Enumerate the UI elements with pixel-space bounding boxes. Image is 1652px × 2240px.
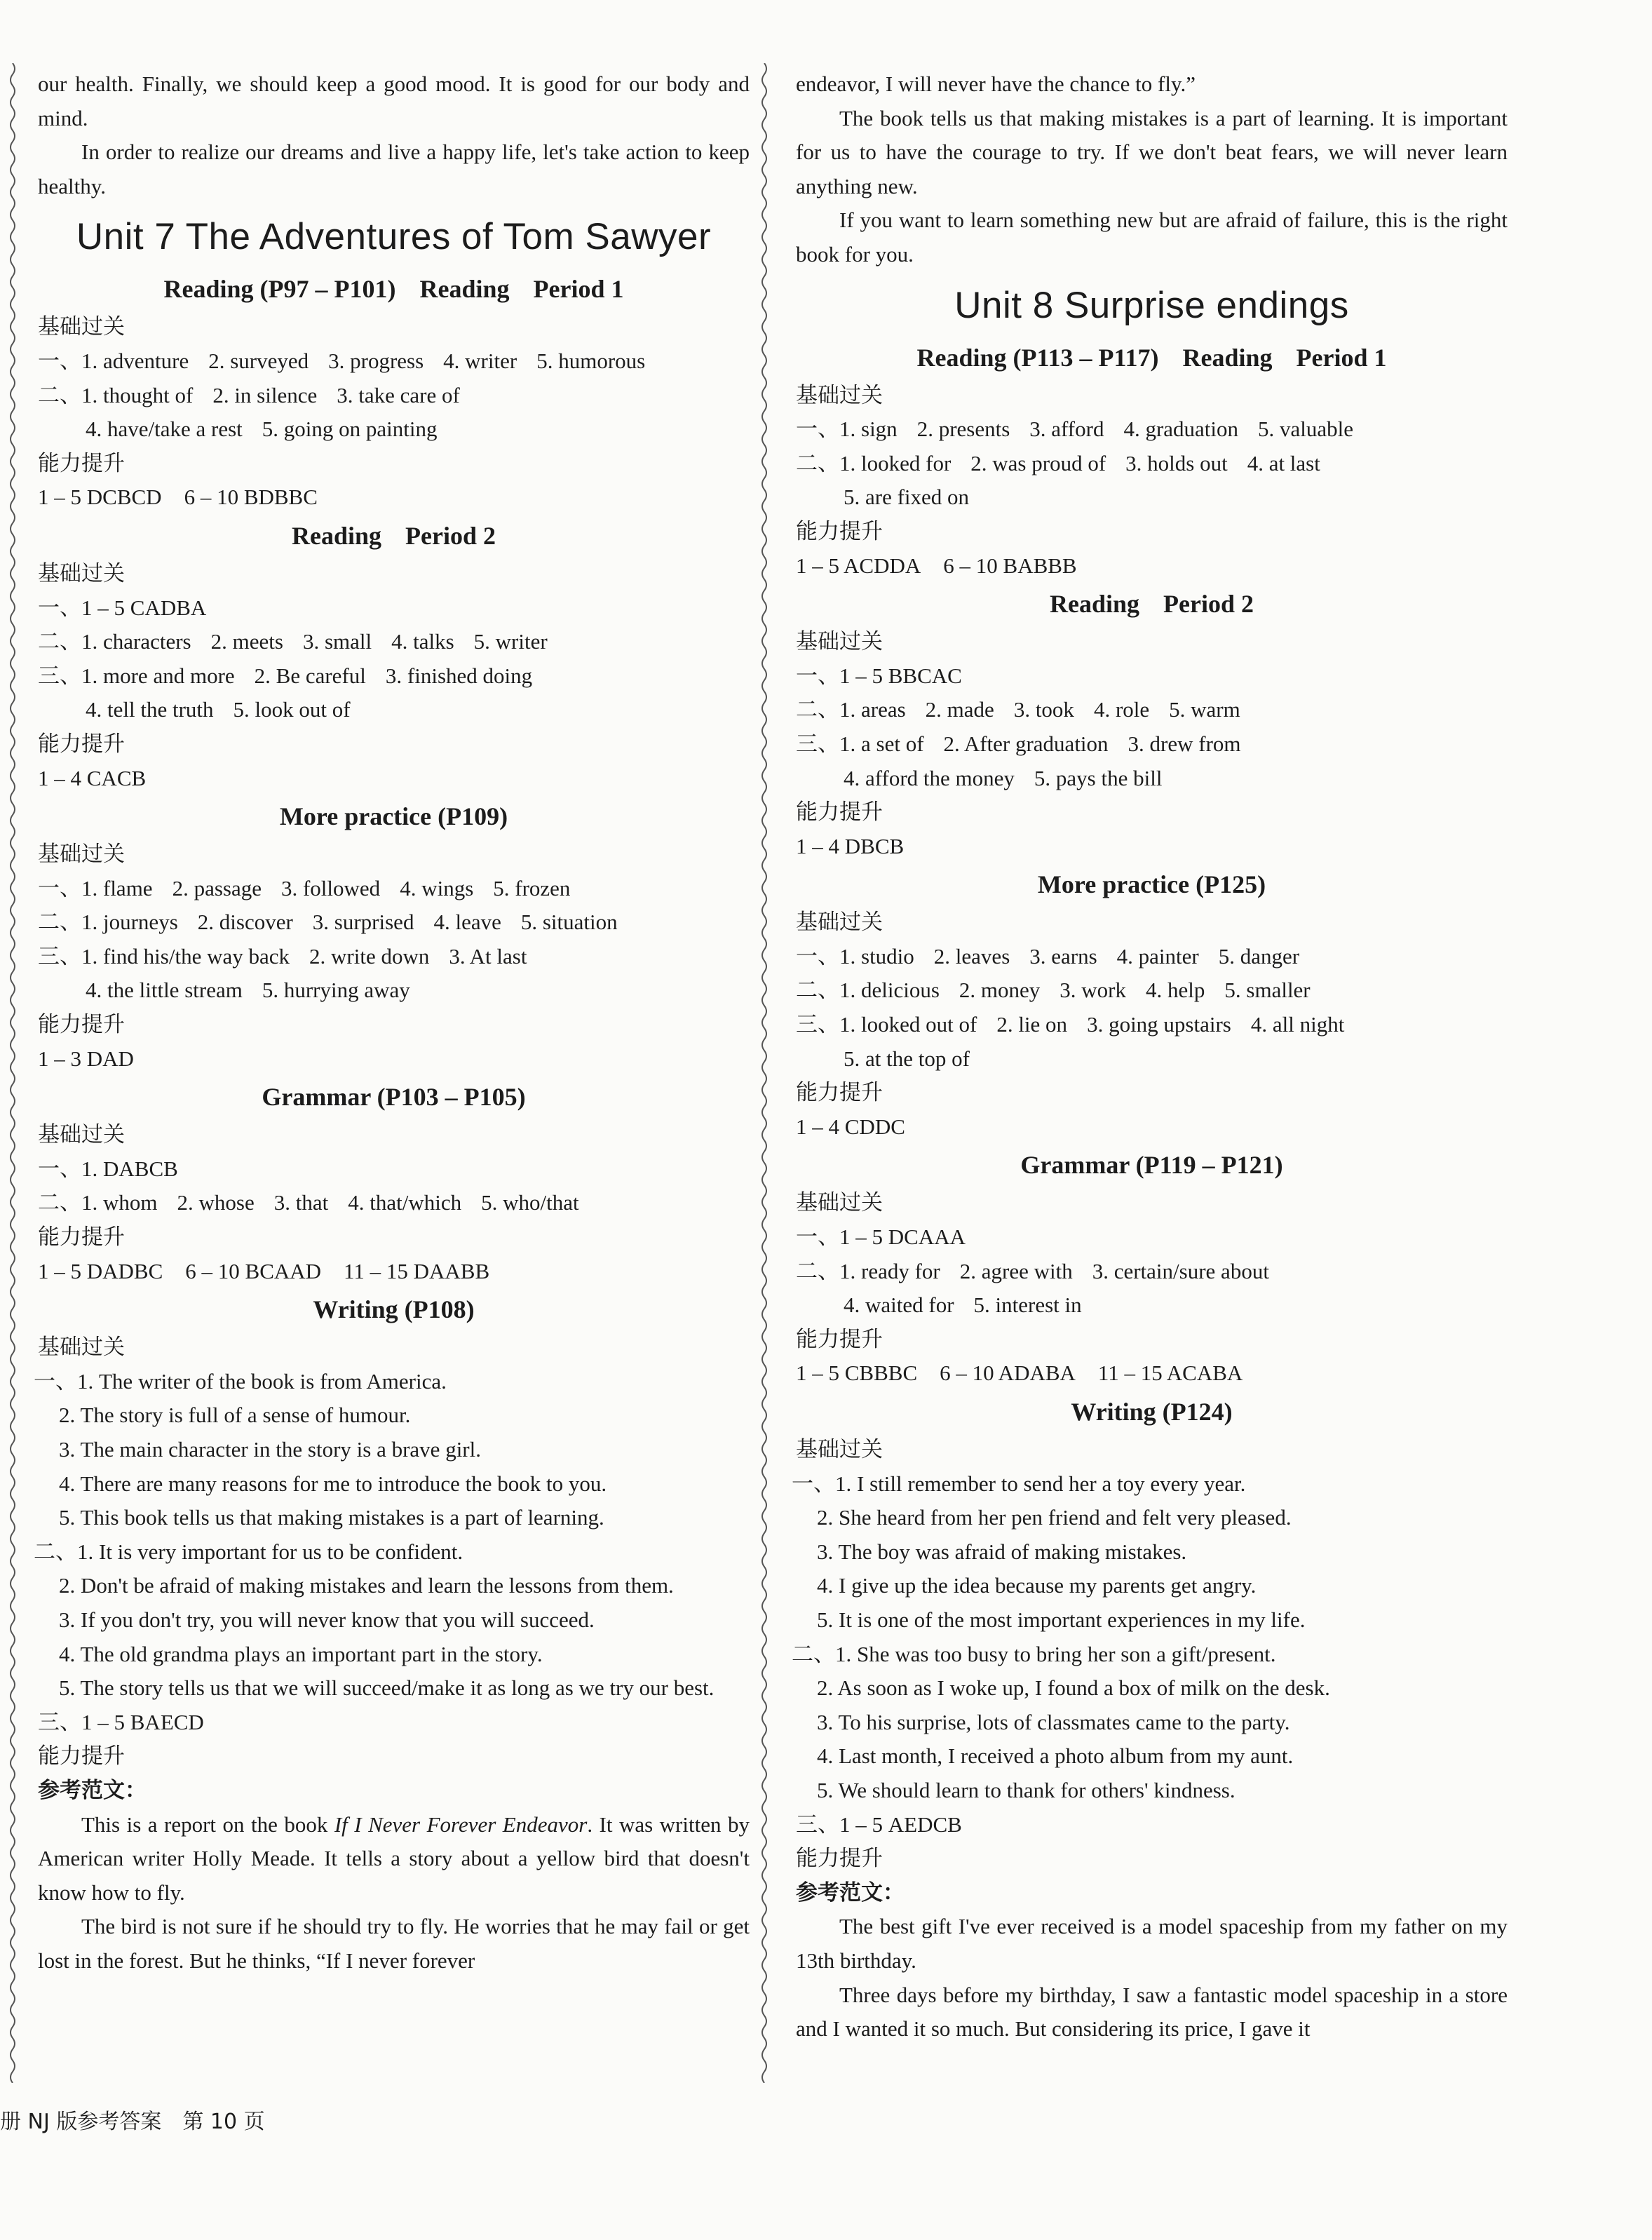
section-heading-reading-p1: Reading (P97 – P101) Reading Period 1: [163, 275, 624, 304]
improve-label: 能力提升: [796, 518, 883, 544]
sentence-item: 2. Don't be afraid of making mistakes and learn the lessons from them.: [59, 1573, 674, 1598]
sentence-item: 2. She heard from her pen friend and felt very pleased.: [817, 1505, 1292, 1530]
answer-row: 1 – 4 DBCB: [796, 833, 905, 858]
section-heading-grammar: Grammar (P119 – P121): [1020, 1151, 1283, 1180]
essay-paragraph-3: The book tells us that making mistakes is a part of learning. It is important for us to have the courage to try. If we don't beat fears, we will never learn anything new.: [796, 105, 1508, 198]
answer-row: 二、1. thought of 2. in silence 3. take care of: [38, 382, 460, 407]
answer-row: 1 – 5 DCBCD 6 – 10 BDBBC: [38, 485, 318, 510]
basic-label: 基础过关: [38, 1122, 125, 1148]
book-title: If I Never Forever Endeavor: [334, 1811, 588, 1837]
unit-8-title: Unit 8 Surprise endings: [954, 284, 1349, 326]
section-heading-more-practice: More practice (P125): [1037, 870, 1266, 899]
page-footer: 册 NJ 版参考答案 第 10 页: [0, 2110, 265, 2134]
improve-label: 能力提升: [38, 1224, 125, 1250]
answer-row: 1 – 4 CACB: [38, 765, 147, 790]
answer-row: 三、1. looked out of 2. lie on 3. going upstairs 4. all night: [796, 1012, 1345, 1037]
improve-label: 能力提升: [796, 1326, 883, 1352]
improve-label: 能力提升: [38, 1743, 125, 1769]
sentence-item: 4. I give up the idea because my parents get angry.: [817, 1573, 1257, 1598]
intro-paragraph-1: our health. Finally, we should keep a good mood. It is good for our body and mind.: [38, 72, 750, 130]
answer-row: 4. afford the money 5. pays the bill: [844, 765, 1163, 790]
answer-row: 二、1. characters 2. meets 3. small 4. talks 5. writer: [38, 629, 548, 654]
answer-row: 三、1. more and more 2. Be careful 3. finished doing: [38, 663, 533, 688]
answer-row: 1 – 5 CBBBC 6 – 10 ADABA 11 – 15 ACABA: [796, 1361, 1243, 1386]
answer-row: 一、1. adventure 2. surveyed 3. progress 4. writer 5. humorous: [38, 348, 646, 373]
answer-row: 二、1. areas 2. made 3. took 4. role 5. warm: [796, 697, 1240, 722]
center-wavy-divider: [759, 63, 770, 2083]
answer-row: 5. are fixed on: [844, 485, 970, 510]
basic-label: 基础过关: [796, 910, 883, 936]
sentence-item: 一、1. The writer of the book is from America.: [34, 1368, 447, 1394]
improve-label: 能力提升: [38, 731, 125, 757]
section-heading-reading-p2: Reading Period 2: [1049, 590, 1254, 619]
section-heading-reading-p1: Reading (P113 – P117) Reading Period 1: [916, 343, 1387, 372]
improve-label: 能力提升: [796, 799, 883, 825]
essay-continued-paragraph: endeavor, I will never have the chance to fly.”: [796, 72, 1196, 96]
left-wavy-border: [7, 63, 18, 2083]
section-heading-writing: Writing (P124): [1071, 1398, 1233, 1426]
basic-label: 基础过关: [38, 1335, 125, 1361]
answer-row: 二、1. whom 2. whose 3. that 4. that/which 5. who/that: [38, 1190, 579, 1215]
improve-label: 能力提升: [796, 1846, 883, 1872]
right-column: [792, 67, 1508, 2046]
essay-paragraph-2: Three days before my birthday, I saw a fantastic model spaceship in a store and I wanted it so much. But considering its price, I gave it: [796, 1982, 1508, 2042]
answer-row: 三、1 – 5 AEDCB: [796, 1811, 962, 1837]
answer-row: 一、1 – 5 DCAAA: [796, 1224, 966, 1250]
answer-row: 三、1 – 5 BAECD: [38, 1709, 204, 1734]
basic-label: 基础过关: [796, 382, 883, 408]
sentence-item: 3. The main character in the story is a brave girl.: [59, 1437, 481, 1462]
sample-essay-label: 参考范文：: [796, 1880, 905, 1905]
sentence-item: 5. It is one of the most important experiences in my life.: [817, 1607, 1306, 1632]
sentence-item: 4. Last month, I received a photo album from my aunt.: [817, 1743, 1294, 1769]
answer-row: 一、1. studio 2. leaves 3. earns 4. painter 5. danger: [796, 943, 1300, 969]
answer-row: 一、1. DABCB: [38, 1156, 178, 1181]
section-heading-writing: Writing (P108): [313, 1295, 475, 1324]
basic-label: 基础过关: [796, 1437, 883, 1462]
sentence-item: 5. We should learn to thank for others' kindness.: [817, 1777, 1235, 1802]
sample-essay-label: 参考范文：: [38, 1777, 147, 1803]
answer-row: 三、1. find his/the way back 2. write down 3. At last: [38, 943, 527, 969]
sentence-item: 一、1. I still remember to send her a toy every year.: [792, 1471, 1246, 1496]
answer-row: 1 – 3 DAD: [38, 1046, 134, 1071]
sentence-item: 二、1. It is very important for us to be confident.: [34, 1539, 463, 1564]
section-heading-grammar: Grammar (P103 – P105): [262, 1083, 526, 1112]
basic-label: 基础过关: [796, 629, 883, 655]
basic-label: 基础过关: [38, 314, 125, 340]
answer-row: 三、1. a set of 2. After graduation 3. drew from: [796, 731, 1241, 756]
answer-row: 一、1. sign 2. presents 3. afford 4. graduation 5. valuable: [796, 417, 1354, 442]
basic-label: 基础过关: [38, 842, 125, 868]
answer-row: 4. waited for 5. interest in: [844, 1293, 1082, 1318]
improve-label: 能力提升: [38, 450, 125, 476]
answer-row: 二、1. journeys 2. discover 3. surprised 4. leave 5. situation: [38, 910, 618, 935]
section-heading-more-practice: More practice (P109): [279, 802, 508, 831]
sentence-item: 3. To his surprise, lots of classmates came to the party.: [817, 1709, 1290, 1734]
section-heading-reading-p2: Reading Period 2: [291, 521, 496, 550]
answer-row: 4. have/take a rest 5. going on painting: [86, 417, 438, 442]
sentence-item: 4. The old grandma plays an important part in the story.: [59, 1641, 543, 1666]
sentence-item: 二、1. She was too busy to bring her son a gift/present.: [792, 1641, 1276, 1666]
essay-paragraph-2: The bird is not sure if he should try to fly. He worries that he may fail or get lost in the forest. But he thinks, “If I never forever: [38, 1914, 750, 1973]
answer-row: 二、1. looked for 2. was proud of 3. holds out 4. at last: [796, 450, 1320, 475]
basic-label: 基础过关: [796, 1190, 883, 1216]
answer-row: 一、1 – 5 BBCAC: [796, 663, 962, 688]
sentence-item: 2. As soon as I woke up, I found a box of milk on the desk.: [817, 1675, 1330, 1701]
answer-row: 一、1 – 5 CADBA: [38, 595, 207, 620]
essay-paragraph-1: This is a report on the book If I Never Forever Endeavor. It was written by American writer Holly Meade. It tells a story about a yellow bird that doesn't know how to fly.: [38, 1811, 750, 1905]
sentence-item: 3. The boy was afraid of making mistakes.: [817, 1539, 1187, 1564]
essay-paragraph-4: If you want to learn something new but are afraid of failure, this is the right book for you.: [796, 208, 1508, 266]
basic-label: 基础过关: [38, 560, 125, 586]
left-column: [34, 67, 750, 1978]
intro-paragraph-2: In order to realize our dreams and live a happy life, let's take action to keep healthy.: [38, 140, 750, 198]
answer-row: 4. the little stream 5. hurrying away: [86, 978, 410, 1003]
sentence-item: 5. This book tells us that making mistakes is a part of learning.: [59, 1505, 604, 1530]
answer-row: 5. at the top of: [844, 1046, 970, 1071]
sentence-item: 5. The story tells us that we will succeed/make it as long as we try our best.: [59, 1675, 715, 1701]
answer-row: 一、1. flame 2. passage 3. followed 4. wings 5. frozen: [38, 875, 571, 900]
sentence-item: 4. There are many reasons for me to introduce the book to you.: [59, 1471, 607, 1496]
unit-7-title: Unit 7 The Adventures of Tom Sawyer: [76, 216, 712, 258]
answer-row: 1 – 5 ACDDA 6 – 10 BABBB: [796, 553, 1077, 578]
answer-row: 二、1. delicious 2. money 3. work 4. help 5. smaller: [796, 978, 1311, 1003]
improve-label: 能力提升: [796, 1080, 883, 1106]
answer-row: 4. tell the truth 5. look out of: [86, 697, 351, 722]
answer-row: 二、1. ready for 2. agree with 3. certain/sure about: [796, 1258, 1269, 1283]
sentence-item: 3. If you don't try, you will never know that you will succeed.: [59, 1607, 595, 1632]
answer-row: 1 – 5 DADBC 6 – 10 BCAAD 11 – 15 DAABB: [38, 1258, 490, 1283]
improve-label: 能力提升: [38, 1012, 125, 1038]
essay-paragraph-1: The best gift I've ever received is a model spaceship from my father on my 13th birthday.: [796, 1914, 1508, 1973]
answer-row: 1 – 4 CDDC: [796, 1114, 905, 1139]
sentence-item: 2. The story is full of a sense of humour.: [59, 1403, 411, 1428]
